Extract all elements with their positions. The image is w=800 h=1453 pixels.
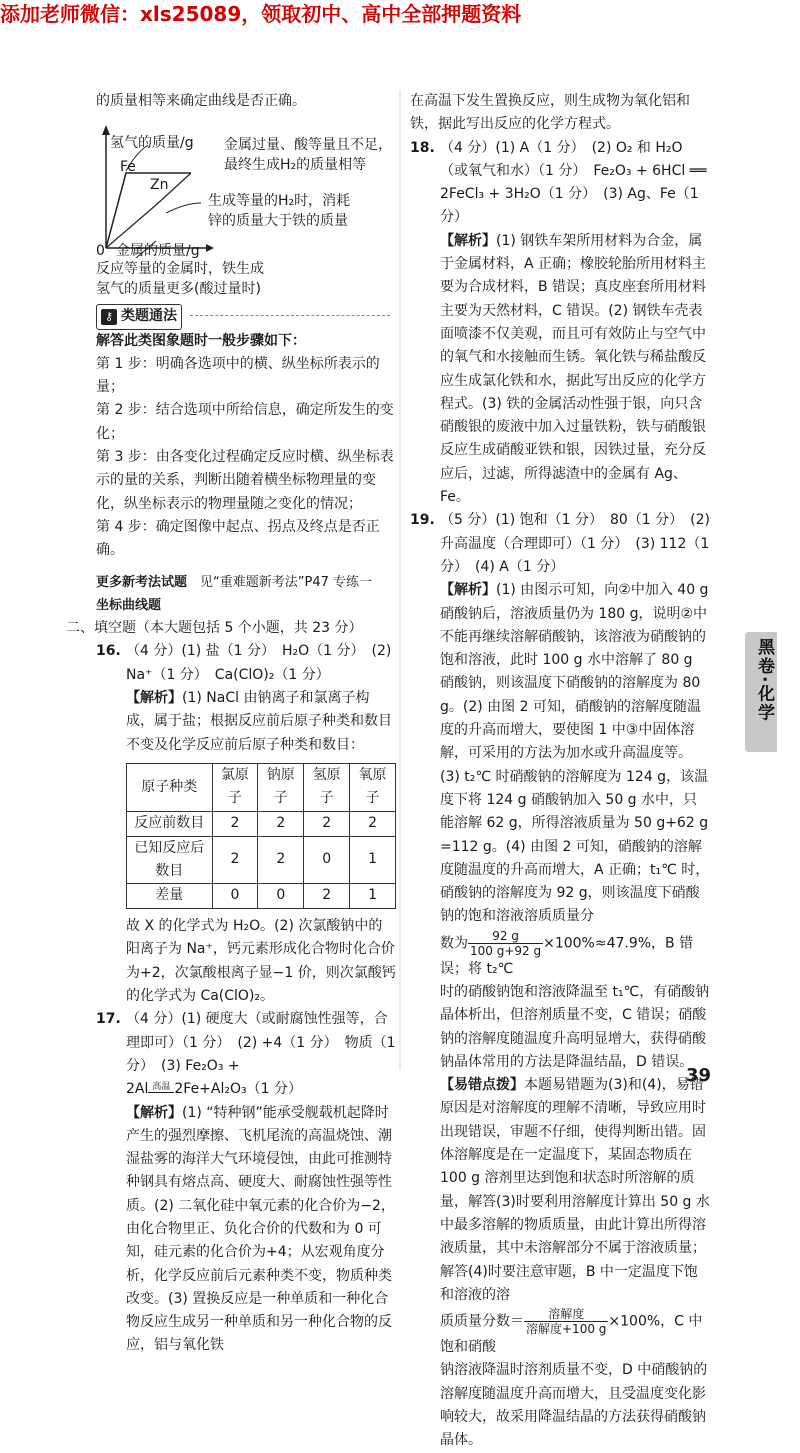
note-line-4: 锌的质量大于铁的质量 (208, 213, 348, 230)
table-cell: 2 (212, 811, 258, 836)
note-line-2: 最终生成H₂的质量相等 (224, 157, 367, 174)
q19-error-tip: 本题易错题为(3)和(4)，易错原因是对溶解度的理解不清晰，导致应用时出现错误，审题不仔细，使得判断出错。固体溶解度是在一定温度下，某固态物质在 100 g 溶剂里达到饱和状态时所溶解的质量，解答(3)时要利用溶解度计算出 50 g 水中最多溶解的物质质量，由此计算出所得溶液质量，其中未溶解部分不属于溶液质量；解答(4)时要注意审题，B 中一定温度下饱和溶液的溶 (440, 1077, 710, 1303)
graph-intro: 的质量相等来确定曲线是否正确。 (96, 93, 306, 109)
question-18: 18. （4 分）(1) A（1 分） (2) O₂ 和 H₂O（或氧气和水）（1 分） Fe₂O₃ + 6HCl ══ 2FeCl₃ + 3H₂O（1 分） (3) Ag、Fe（1 分） 【解析】(1) 钢铁车架所用材料为合金，属于金属材料，A 正确；橡胶轮胎所用材料主要为合成材料，B 错误；真皮座套所用材料主要为天然材料，C 错误。(2) 钢铁车壳表面喷漆不仅美观，而且可有效防止与空气中的氧气和水接触而生锈。氧化铁与稀盐酸反应生成氯化铁和水，据此写出反应的化学方程式。(3) 铁的金属活动性强于银，向只含硝酸银的废液中加入过量铁粉，铁与硝酸银反应生成硝酸亚铁和银，因铁过量，充分反应后，过滤，所得滤渣中的金属有 Ag、Fe。 (440, 137, 710, 510)
table-row (127, 884, 396, 909)
table-cell: 1 (350, 884, 396, 909)
tip-box: ⚷ 类题通法 (96, 304, 182, 329)
tip-step-2: 第 2 步：结合选项中所给信息，确定所发生的变化； (96, 402, 394, 442)
table-cell: 1 (350, 836, 396, 884)
q17-equation: 2Al 高温 2Fe+Al₂O₃（1 分） (126, 1081, 302, 1098)
page-number: 39 (686, 1065, 712, 1086)
note-line-1: 金属过量、酸等量且不足， (224, 137, 392, 154)
atom-count-table (126, 763, 396, 909)
q19-answer: （5 分）(1) 饱和（1 分） 80（1 分） (2) 升高温度（合理即可）（1 分） (3) 112（1 分） (4) A（1 分） (440, 512, 710, 575)
q19-number: 19. (410, 512, 435, 529)
q18-number: 18. (410, 139, 435, 156)
q16-explanation-2: 故 X 的化学式为 H₂O。(2) 次氯酸钠中的阳离子为 Na⁺，钙元素形成化合物时化合价为+2，次氯酸根离子显−1 价，则次氯酸钙的化学式为 Ca(ClO)₂。 (126, 918, 396, 1005)
table-cell: 2 (350, 811, 396, 836)
table-cell: 2 (258, 836, 304, 884)
zn-label: Zn (150, 177, 169, 194)
q17-number: 17. (96, 1011, 121, 1028)
metal-acid-graph (96, 113, 396, 298)
table-row (127, 811, 396, 836)
table-cell: 2 (304, 884, 350, 909)
table-cell: 0 (304, 836, 350, 884)
origin-label: 0 (96, 243, 105, 260)
q19-explanation-3: 钠溶液降温时溶剂质量不变，D 中硝酸钠的溶解度随温度升高而增大，且受温度变化影响较大，故采用降温结晶的方法获得硝酸钠晶体。 (440, 1362, 708, 1449)
q19-explanation-2: 时的硝酸钠饱和溶液降温至 t₁℃，有硝酸钠晶体析出，但溶剂质量不变，C 错误；硝酸钠的溶解度随温度升高明显增大，获得硝酸钠晶体常用的方法是降温结晶，D 错误。 (440, 983, 710, 1070)
fe-label: Fe (120, 159, 136, 176)
question-19: 19. （5 分）(1) 饱和（1 分） 80（1 分） (2) 升高温度（合理即可）（1 分） (3) 112（1 分） (4) A（1 分） 【解析】(1) 由图示可知，向②中加入 40 g 硝酸钠后，溶液质量仍为 180 g，说明②中不能再继续溶解硝酸钠，该溶液为硝酸钠的饱和溶液，此时 100 g 水中溶解了 80 g 硝酸钠，则该温度下硝酸钠的溶解度为 80 g。(2) 由图 2 可知，硝酸钠的溶解度随温度的升高而增大，要使图 1 中③中固体溶解，可采用的方法为加水或升高温度等。(3) t₂℃ 时硝酸钠的溶解度为 124 g，该温度下将 124 g 硝酸钠加入 50 g 水中，只能溶解 62 g，所得溶液质量为 50 g+62 g =112 g。(4) 由图 2 可知，硝酸钠的溶解度随温度的升高而增大，A 正确；t₁℃ 时，硝酸钠的溶解度为 92 g，则该温度下硝酸钠的饱和溶液溶质质量分 数为 $\frac{92 g}{100 g+92 g}$ ×100%≈47.9%，B 错误；将 t₂℃ 时的硝酸钠饱和溶液降温至 t₁℃，有硝酸钠晶体析出，但溶剂质量不变，C 错误；硝酸钠的溶解度随温度升高明显增大，获得硝酸钠晶体常用的方法是降温结晶，D 错误。 【易错点拨】本题易错题为(3)和(4)，易错原因是对溶解度的理解不清晰，导致应用时出现错误，审题不仔细，使得判断出错。固体溶解度是在一定温度下，某固态物质在 100 g 溶剂里达到饱和状态时所溶解的质量，解答(3)时要利用溶解度计算出 50 g 水中最多溶解的物质质量，由此计算出所得溶液质量，其中未溶解部分不属于溶液质量；解答(4)时要注意审题，B 中一定温度下饱和溶液的溶 质质量分数＝ $\frac{\text{溶解度}}{\text{溶解度+100 g}}$ ×100%，C 中饱和硝酸 钠溶液降温时溶剂质量不变，D 中硝酸钠的溶解度随温度升高而增大，且受温度变化影响较大，故采用降温结晶的方法获得硝酸钠晶体。 (440, 509, 710, 1452)
table-header-row (127, 763, 396, 811)
table-cell: 氯原子 (212, 763, 258, 811)
q16-number: 16. (96, 643, 121, 660)
table-cell: 原子种类 (127, 763, 213, 811)
tip-step-1: 第 1 步：明确各选项中的横、纵坐标所表示的量； (96, 355, 380, 396)
right-column (410, 90, 710, 1453)
dash-divider (190, 315, 390, 316)
note-line-5: 反应等量的金属时，铁生成 (96, 261, 264, 278)
question-17: 17. （4 分）(1) 硬度大（或耐腐蚀性强等，合理即可）（1 分） (2) +4（1 分） 物质（1 分） (3) Fe₂O₃ + 2Al 高温 2Fe+Al₂O₃（1 分） 【解析】(1) “特种钢”能承受舰载机起降时产生的强烈摩擦、飞机尾流的高温烧蚀、潮湿盐雾的海洋大气环境侵蚀，由此可推测特种钢具有熔点高、硬度大、耐腐蚀性强等性质。(2) 二氧化硅中氧元素的化合价为−2，由化合物里正、负化合价的代数和为 0 可知，硅元素的化合价为+4；从宏观角度分析，化学反应前后元素种类不变，物质种类改变。(3) 置换反应是一种单质和一种化合物反应生成另一种单质和另一种化合物的反应，铝与氧化铁 (126, 1008, 396, 1357)
q18-answer: （4 分）(1) A（1 分） (2) O₂ 和 H₂O（或氧气和水）（1 分） Fe₂O₃ + 6HCl ══ 2FeCl₃ + 3H₂O（1 分） (3) Ag、Fe（1 分） (440, 139, 707, 226)
table-cell: 0 (258, 884, 304, 909)
table-cell: 差量 (127, 884, 213, 909)
tip-step-4: 第 4 步：确定图像中起点、拐点及终点是否正确。 (96, 518, 380, 559)
note-line-3: 生成等量的H₂时，消耗 (208, 193, 351, 210)
mass-fraction: $\frac{92 g}{100 g+92 g}$ (470, 928, 542, 958)
subject-side-tab: 黑卷·化学 (745, 632, 777, 752)
note-line-6: 氢气的质量更多(酸过量时) (96, 281, 261, 298)
q17-explanation: (1) “特种钢”能承受舰载机起降时产生的强烈摩擦、飞机尾流的高温烧蚀、潮湿盐雾的海洋大气环境侵蚀，由此可推测特种钢具有熔点高、硬度大、耐腐蚀性强等性质。(2) 二氧化硅中氧元素的化合价为−2，由化合物里正、负化合价的代数和为 0 可知，硅元素的化合价为+4；从宏观角度分析，化学反应前后元素种类不变，物质种类改变。(3) 置换反应是一种单质和一种化合物反应生成另一种单质和另一种化合物的反应，铝与氧化铁 (126, 1104, 395, 1354)
q17-continuation: 在高温下发生置换反应，则生成物为氧化铝和铁，据此写出反应的化学方程式。 (410, 93, 690, 133)
solubility-fraction: $\frac{\text{溶解度}}{\text{溶解度+100 g}}$ (526, 1307, 607, 1337)
x-axis-label: 金属的质量/g (116, 243, 200, 260)
q19-explanation: (1) 由图示可知，向②中加入 40 g 硝酸钠后，溶液质量仍为 180 g，说明②中不能再继续溶解硝酸钠，该溶液为硝酸钠的饱和溶液，此时 100 g 水中溶解了 80 g 硝酸钠，则该温度下硝酸钠的溶解度为 80 g。(2) 由图 2 可知，硝酸钠的溶解度随温度的升高而增大，要使图 1 中③中固体溶解，可采用的方法为加水或升高温度等。(3) t₂℃ 时硝酸钠的溶解度为 124 g，该温度下将 124 g 硝酸钠加入 50 g 水中，只能溶解 62 g，所得溶液质量为 50 g+62 g =112 g。(4) 由图 2 可知，硝酸钠的溶解度随温度的升高而增大，A 正确；t₁℃ 时，硝酸钠的溶解度为 92 g，则该温度下硝酸钠的饱和溶液溶质质量分 (440, 582, 710, 925)
table-cell: 氢原子 (304, 763, 350, 811)
question-16: 16. （4 分）(1) 盐（1 分） H₂O（1 分） (2) Na⁺（1 分） Ca(ClO)₂（1 分） 【解析】(1) NaCl 由钠离子和氯离子构成，属于盐；根据反应前后原子种类和数目不变及化学反应前后原子种类和数目： 原子种类 氯原子 钠原子 氢原子 氧原子 反应前数目 2 2 2 2 已知反应后数目 2 2 0 1 差量 0 0 2 1 故 X 的化学式为 H₂O。(2) 次氯酸钠中的阳离子为 Na⁺，钙元素形成化合物时化合价为+2，次氯酸根离子显−1 价，则次氯酸钙的化学式为 Ca(ClO)₂。 (126, 640, 396, 1008)
table-cell: 氧原子 (350, 763, 396, 811)
reaction-condition: 高温 (148, 1083, 174, 1095)
promo-banner: 添加老师微信：xls25089，领取初中、高中全部押题资料 (0, 2, 522, 26)
q18-explanation: (1) 钢铁车架所用材料为合金，属于金属材料，A 正确；橡胶轮胎所用材料主要为合成材料，B 错误；真皮座套所用材料主要为天然材料，C 错误。(2) 钢铁车壳表面喷漆不仅美观，而且可有效防止与空气中的氧气和水接触而生锈。氧化铁与稀盐酸反应生成氯化铁和水，据此写出反应的化学方程式。(3) 铁的金属活动性强于银，向只含硝酸银的废液中加入过量铁粉，铁与硝酸银反应生成硝酸亚铁和银，因铁过量，充分反应后，过滤，所得滤渣中的金属有 Ag、Fe。 (440, 232, 707, 506)
table-cell: 2 (212, 836, 258, 884)
table-cell: 2 (304, 811, 350, 836)
tip-header (96, 298, 396, 329)
q19-fraction-line: 数为 $\frac{92 g}{100 g+92 g}$ ×100%≈47.9%，B 错误；将 t₂℃ (440, 928, 694, 977)
table-cell: 2 (258, 811, 304, 836)
q17-answer: （4 分）(1) 硬度大（或耐腐蚀性强等，合理即可）（1 分） (2) +4（1 分） 物质（1 分） (3) Fe₂O₃ + (126, 1011, 396, 1074)
page-spine (399, 90, 401, 1070)
key-icon: ⚷ (101, 309, 117, 325)
left-column (66, 90, 396, 1358)
y-axis-label: 氢气的质量/g (110, 135, 194, 152)
table-cell: 反应前数目 (127, 811, 213, 836)
tip-intro: 解答此类图象题时一般步骤如下： (96, 332, 306, 349)
table-cell: 已知反应后数目 (127, 836, 213, 884)
tip-step-3: 第 3 步：由各变化过程确定反应时横、纵坐标表示的量的关系，判断出随着横坐标物理量的变化，纵坐标表示的物理量随之变化的情况； (96, 449, 394, 512)
more-questions: 更多新考法试题 见“重难题新考法”P47 专练一 坐标曲线题 (96, 574, 373, 613)
table-row (127, 836, 396, 884)
section-heading: 二、填空题（本大题包括 5 个小题，共 23 分） (66, 620, 363, 637)
q16-explanation: (1) NaCl 由钠离子和氯离子构成，属于盐；根据反应前后原子种类和数目不变及化学反应前后原子种类和数目： (126, 690, 392, 753)
table-cell: 0 (212, 884, 258, 909)
table-cell: 钠原子 (258, 763, 304, 811)
q19-fraction-line-2: 质质量分数＝ $\frac{\text{溶解度}}{\text{溶解度+100 g}}$ ×100%，C 中饱和硝酸 (440, 1307, 703, 1356)
q16-answer: （4 分）(1) 盐（1 分） H₂O（1 分） (2) Na⁺（1 分） Ca(ClO)₂（1 分） (126, 643, 392, 683)
